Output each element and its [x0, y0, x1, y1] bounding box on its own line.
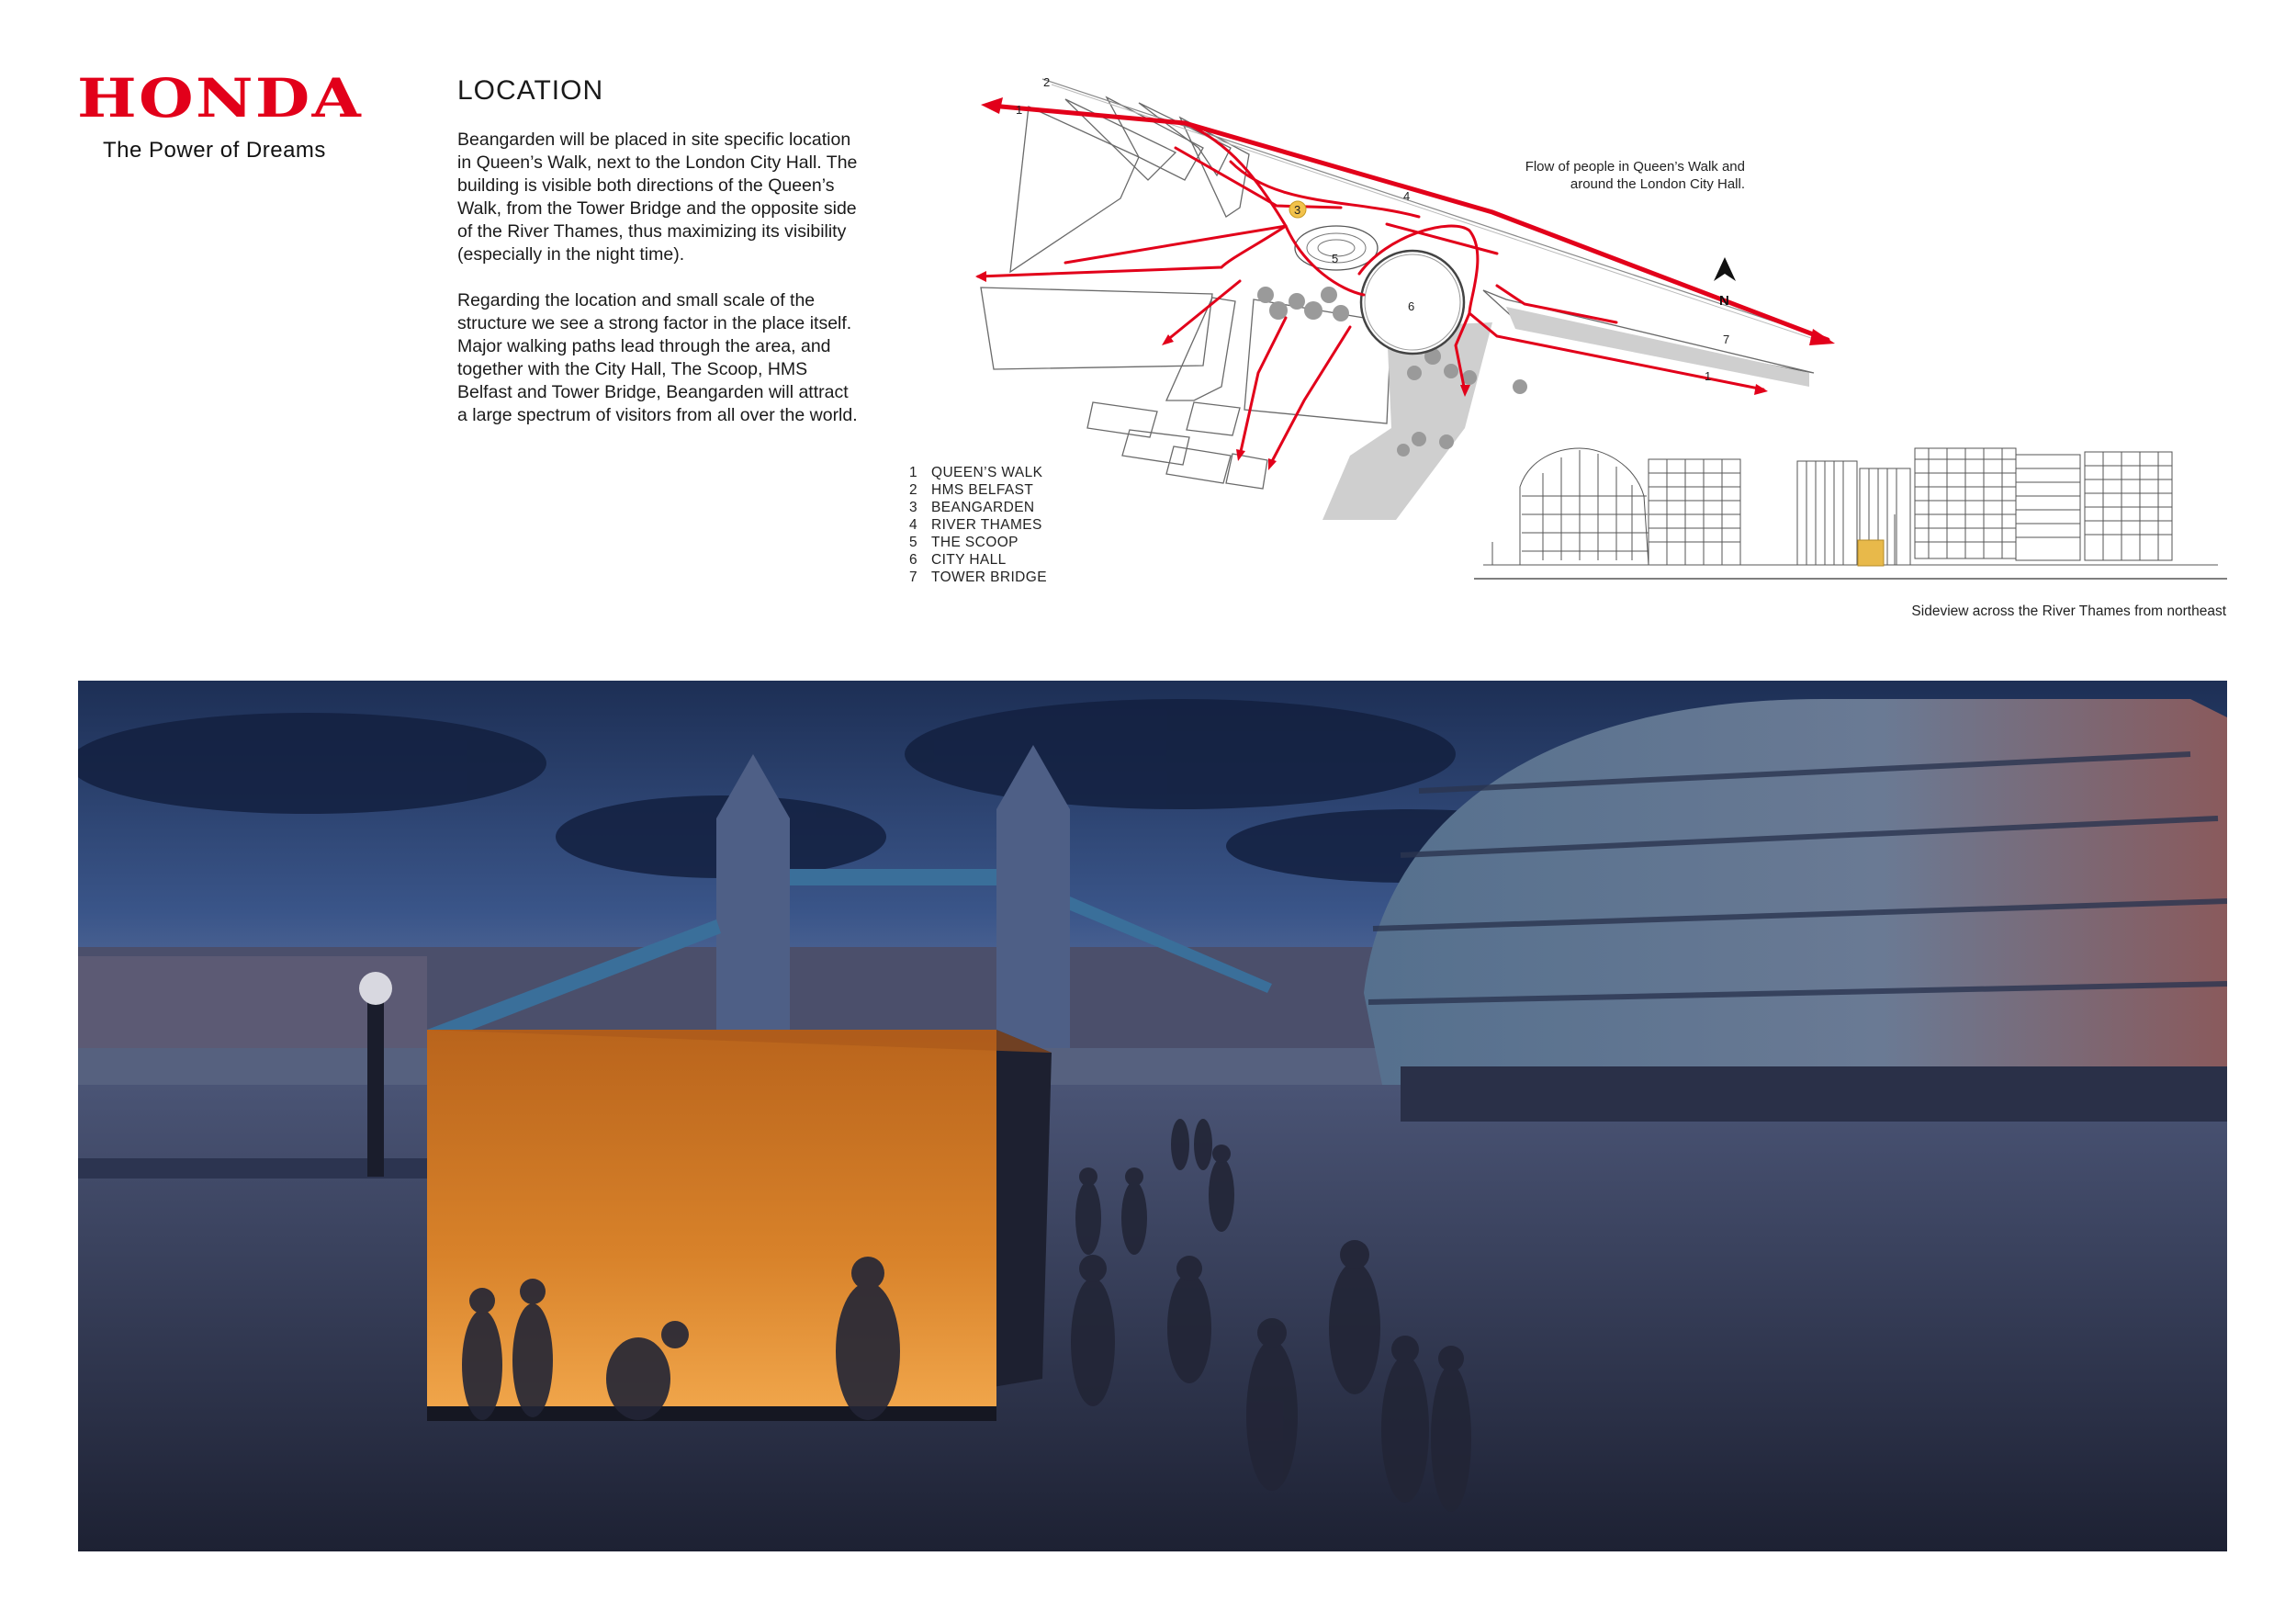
sideview-buildings	[1474, 448, 2227, 579]
legend-item: 6 CITY HALL	[909, 552, 1007, 568]
arrowhead	[981, 97, 1003, 114]
legend-item: 5 THE SCOOP	[909, 535, 1019, 550]
night-render-image	[78, 681, 2227, 1551]
sideview-elevation	[1474, 432, 2227, 588]
map-label-3: 3	[1294, 203, 1301, 217]
beangarden-elevation	[1858, 540, 1884, 566]
map-label-2: 2	[1043, 75, 1051, 89]
map-label-1b: 1	[1705, 369, 1712, 383]
arrowhead	[1754, 384, 1768, 395]
render-illustration	[78, 681, 2227, 1551]
arrowhead	[1268, 458, 1277, 470]
map-caption: Flow of people in Queen’s Walk and around the London City Hall.	[1525, 159, 1745, 192]
map-legend	[909, 464, 1047, 586]
brand-wordmark: HONDA	[77, 67, 364, 130]
north-arrow-icon	[1714, 257, 1736, 309]
sideview-drawing	[1474, 432, 2227, 588]
legend-item: 2 HMS BELFAST	[909, 482, 1034, 498]
arrowhead	[1236, 449, 1245, 461]
map-label-4: 4	[1403, 189, 1411, 203]
brand-tagline: The Power of Dreams	[103, 138, 326, 163]
map-label-5: 5	[1332, 252, 1339, 265]
map-label-1: 1	[1016, 103, 1023, 117]
honda-logo	[77, 67, 380, 164]
legend-item: 4 RIVER THAMES	[909, 517, 1042, 533]
map-label-7: 7	[1723, 333, 1730, 346]
location-description	[457, 129, 861, 450]
legend-item: 3 BEANGARDEN	[909, 500, 1035, 515]
arrowhead	[975, 271, 986, 282]
north-label: N	[1719, 293, 1729, 309]
paragraph: Regarding the location and small scale of the structure we see a strong factor in the place itself. Major walking paths lead through the area, and together with the City Hall, The Scoop, HMS Belfast and Tower Bridge, Beangarden will attract a large spectrum of visitors from all over the world.	[457, 290, 858, 425]
legend-item: 1 QUEEN’S WALK	[909, 465, 1043, 480]
arrowhead	[1809, 329, 1835, 345]
sideview-caption: Sideview across the River Thames from northeast	[1911, 603, 2226, 619]
legend-item: 7 TOWER BRIDGE	[909, 570, 1047, 585]
map-label-6: 6	[1408, 299, 1415, 313]
paragraph: Beangarden will be placed in site specific location in Queen’s Walk, next to the London City Hall. The building is visible both directions of the Queen’s Walk, from the Tower Bridge and the opposite side of the River Thames, thus maximizing its visibility (especially in the night time).	[457, 130, 858, 265]
section-title: LOCATION	[457, 75, 604, 106]
